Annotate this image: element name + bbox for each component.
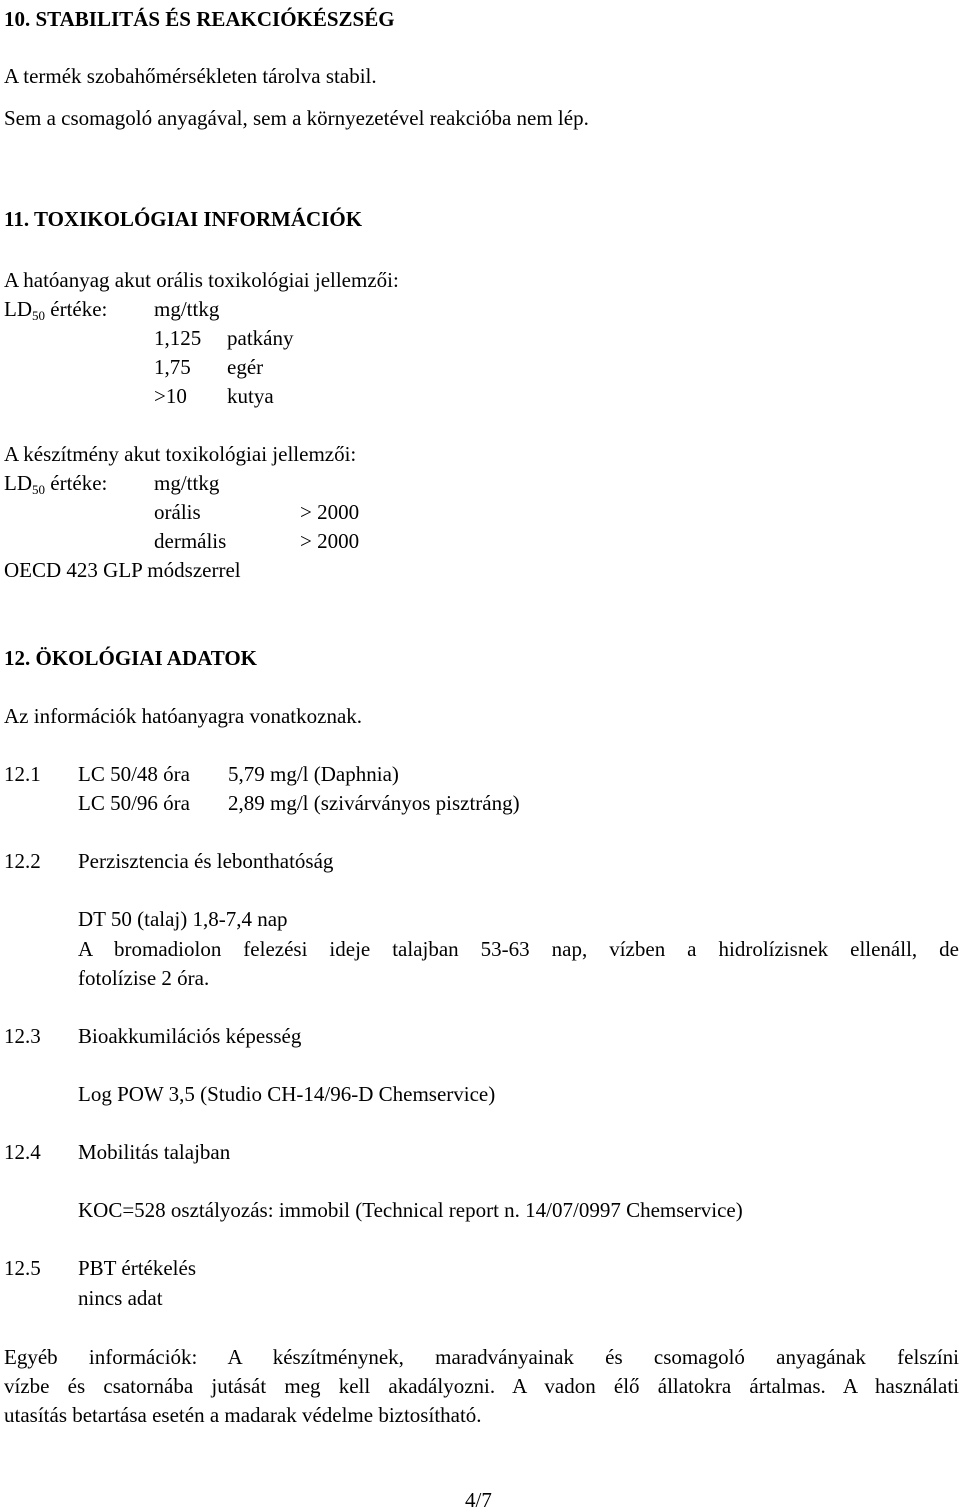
ld50-label: $LD_{50}$ értéke: bbox=[4, 471, 108, 497]
stability-text: A termék szobahőmérsékleten tárolva stabil. bbox=[4, 64, 377, 88]
exposure-route: orális bbox=[154, 500, 201, 524]
pbt-text: nincs adat bbox=[78, 1286, 163, 1310]
ld50-species: patkány bbox=[227, 326, 294, 350]
ecology-intro: Az információk hatóanyagra vonatkoznak. bbox=[4, 704, 363, 728]
toxicity-result: 5,79 mg/l (Daphnia) bbox=[228, 762, 399, 786]
subsection-number: 12.4 bbox=[4, 1140, 41, 1164]
subsection-title: PBT értékelés bbox=[78, 1256, 197, 1280]
section-12-heading: 12. ÖKOLÓGIAI ADATOK bbox=[4, 646, 258, 670]
bioaccumulation-text: Log POW 3,5 (Studio CH-14/96-D Chemservice) bbox=[78, 1082, 496, 1106]
section-11-heading: 11. TOXIKOLÓGIAI INFORMÁCIÓK bbox=[4, 207, 363, 231]
page-number: 4/7 bbox=[465, 1488, 492, 1512]
unit-label: mg/ttkg bbox=[154, 471, 220, 495]
toxicity-test: LC 50/48 óra bbox=[78, 762, 190, 786]
subsection-number: 12.1 bbox=[4, 762, 41, 786]
toxicity-test: LC 50/96 óra bbox=[78, 791, 190, 815]
subsection-title: Perzisztencia és lebonthatóság bbox=[78, 849, 334, 873]
subsection-title: Mobilitás talajban bbox=[78, 1140, 231, 1164]
subsection-number: 12.5 bbox=[4, 1256, 41, 1280]
ld50-value: >10 bbox=[154, 384, 187, 408]
ld50-value: 1,75 bbox=[154, 355, 191, 379]
toxicity-result: 2,89 mg/l (szivárványos pisztráng) bbox=[228, 791, 520, 815]
persistence-text: A bromadiolon felezési ideje talajban 53-63 nap, vízben a hidrolízisnek ellenáll, de bbox=[78, 937, 959, 961]
subsection-number: 12.3 bbox=[4, 1024, 41, 1048]
other-info-text: Egyéb információk: A készítménynek, maradványainak és csomagoló anyagának felszíni bbox=[4, 1345, 959, 1369]
reactivity-text: Sem a csomagoló anyagával, sem a környezetével reakcióba nem lép. bbox=[4, 106, 589, 130]
method-text: OECD 423 GLP módszerrel bbox=[4, 558, 241, 582]
other-info-text: utasítás betartása esetén a madarak védelme biztosítható. bbox=[4, 1403, 482, 1427]
ld50-label: $LD_{50}$ értéke: bbox=[4, 297, 108, 323]
persistence-text: fotolízise 2 óra. bbox=[78, 966, 210, 990]
active-substance-intro: A hatóanyag akut orális toxikológiai jellemzői: bbox=[4, 268, 399, 292]
ld50-value: 1,125 bbox=[154, 326, 202, 350]
other-info-text: vízbe és csatornába jutását meg kell akadályozni. A vadon élő állatokra ártalmas. A használati bbox=[4, 1374, 959, 1398]
exposure-value: > 2000 bbox=[300, 500, 360, 524]
dt50-text: DT 50 (talaj) 1,8-7,4 nap bbox=[78, 907, 288, 931]
subsection-number: 12.2 bbox=[4, 849, 41, 873]
ld50-species: egér bbox=[227, 355, 264, 379]
unit-label: mg/ttkg bbox=[154, 297, 220, 321]
subsection-title: Bioakkumilációs képesség bbox=[78, 1024, 302, 1048]
section-10-heading: 10. STABILITÁS ÉS REAKCIÓKÉSZSÉG bbox=[4, 7, 395, 31]
ld50-species: kutya bbox=[227, 384, 274, 408]
exposure-value: > 2000 bbox=[300, 529, 360, 553]
product-intro: A készítmény akut toxikológiai jellemzői: bbox=[4, 442, 357, 466]
exposure-route: dermális bbox=[154, 529, 227, 553]
mobility-text: KOC=528 osztályozás: immobil (Technical report n. 14/07/0997 Chemservice) bbox=[78, 1198, 743, 1222]
